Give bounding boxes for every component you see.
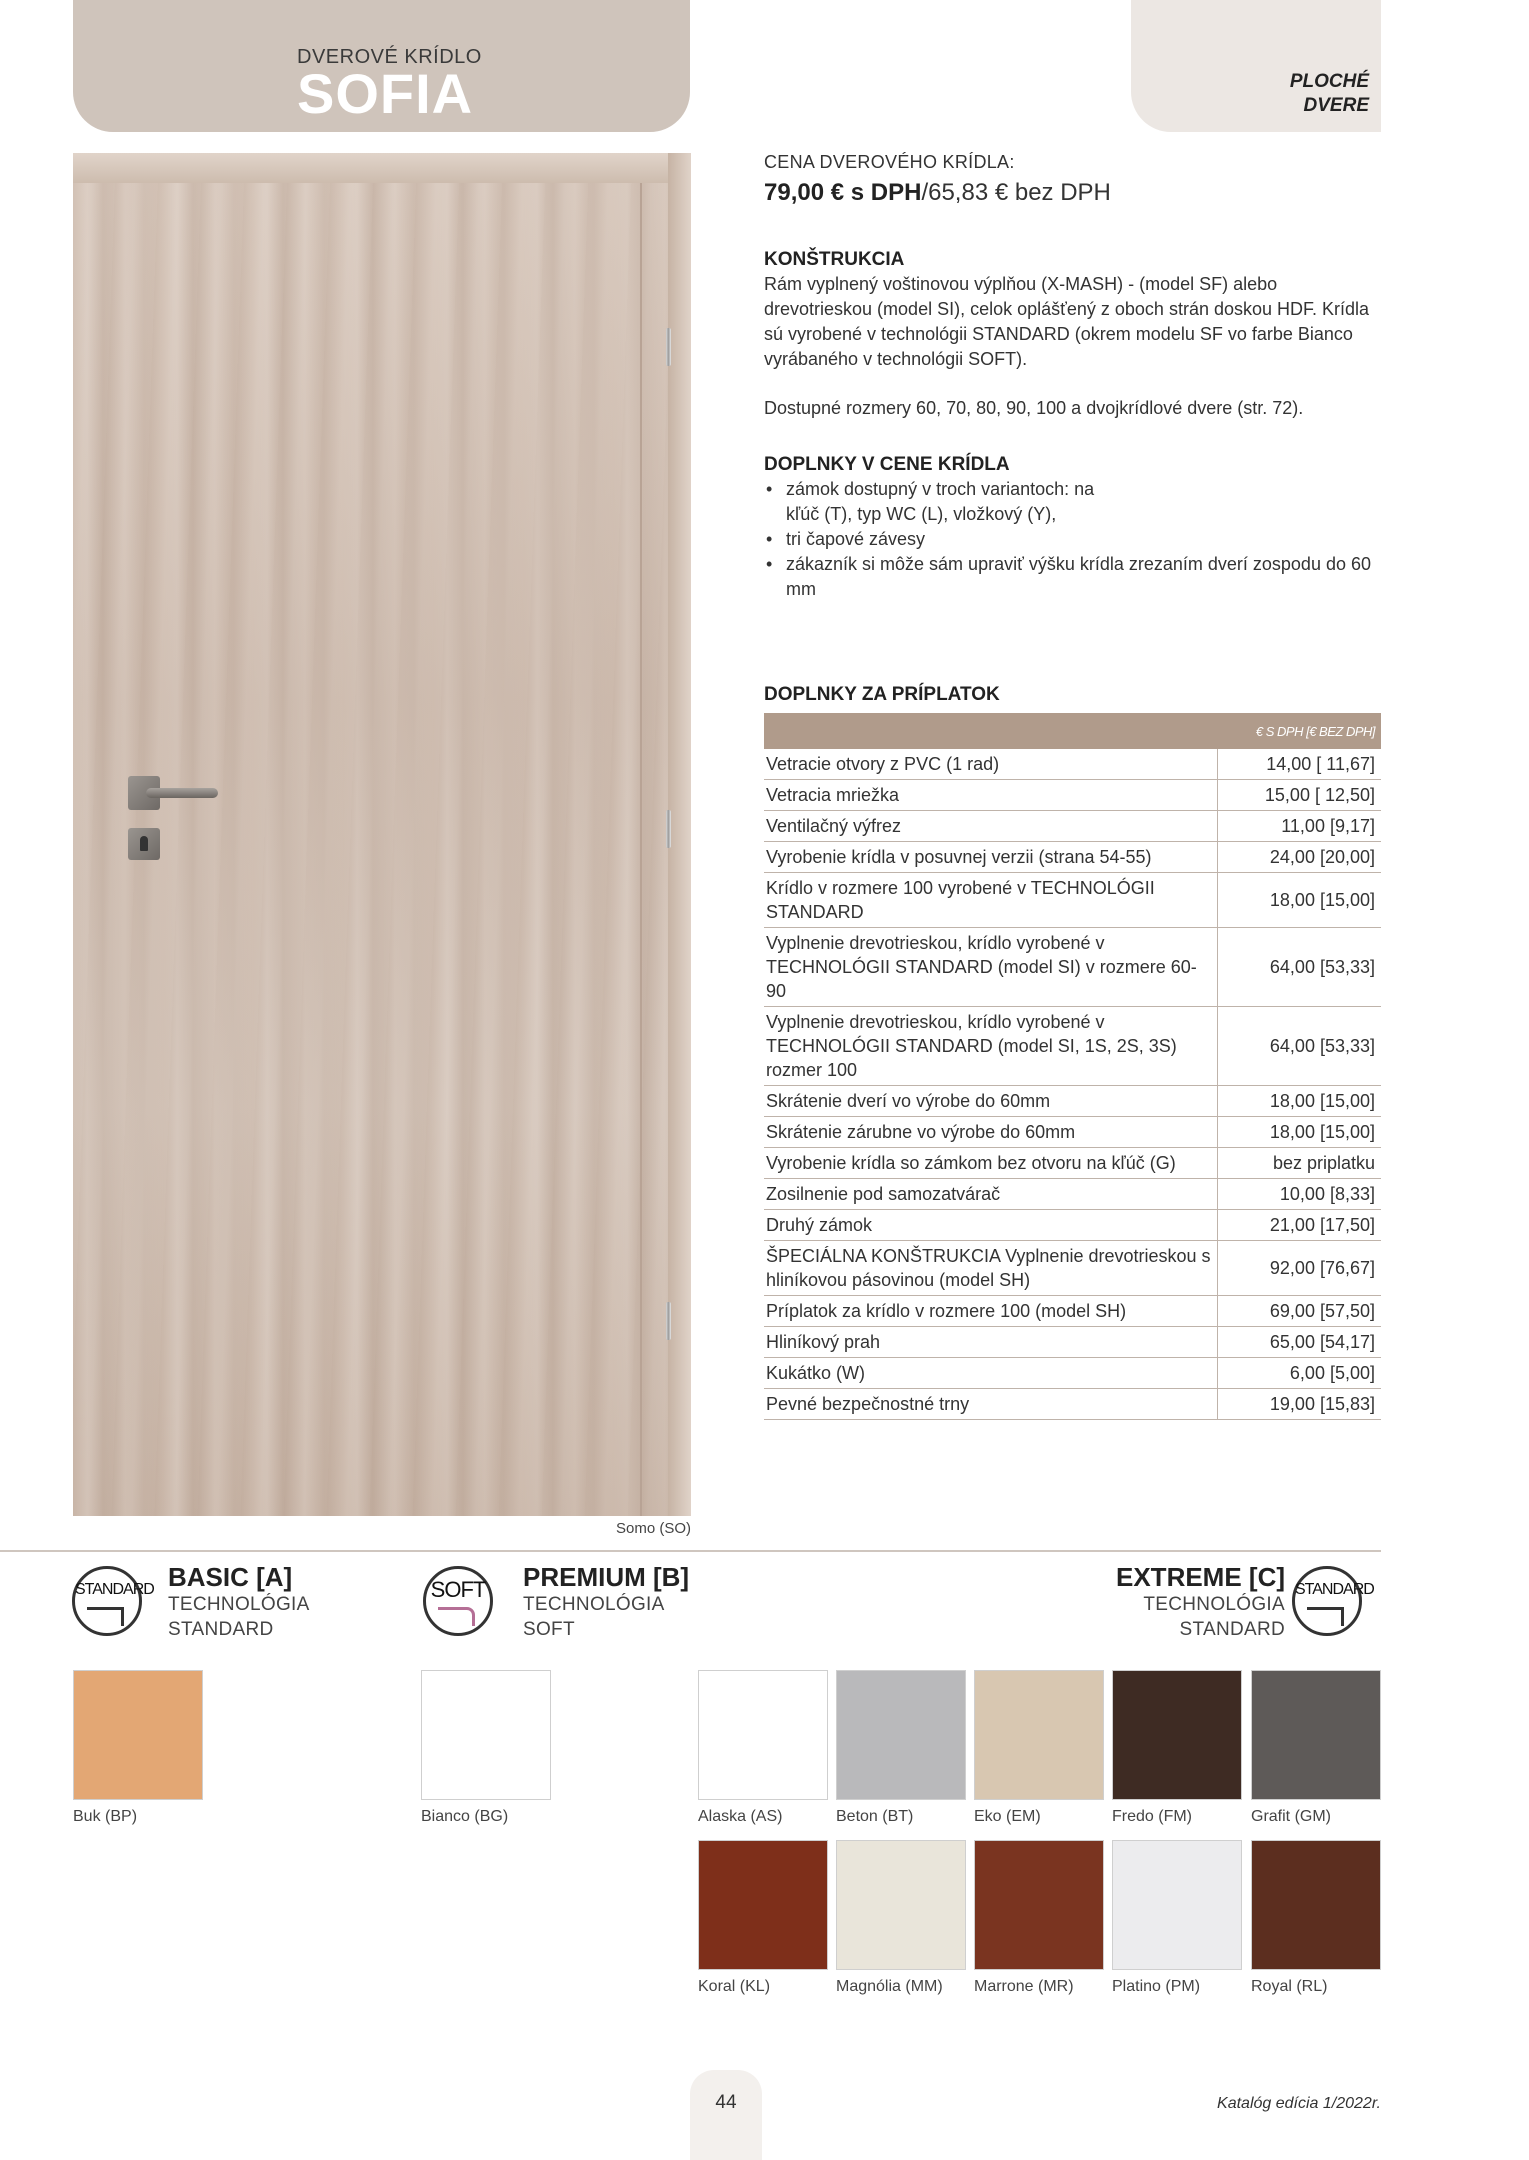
extra-name: Skrátenie dverí vo výrobe do 60mm [764, 1086, 1218, 1117]
standard-technology-badge-icon [72, 1566, 154, 1636]
table-row [764, 873, 1381, 928]
table-row [764, 1327, 1381, 1358]
color-swatch [73, 1670, 203, 1800]
header-subtitle: DVEROVÉ KRÍDLO [297, 46, 482, 68]
extra-name: Krídlo v rozmere 100 vyrobené v TECHNOLÓGII STANDARD [764, 873, 1218, 928]
extra-name: Vetracie otvory z PVC (1 rad) [764, 749, 1218, 780]
table-row [764, 1007, 1381, 1086]
extra-name: Vyplnenie drevotrieskou, krídlo vyrobené v TECHNOLÓGII STANDARD (model SI, 1S, 2S, 3S) rozmer 100 [764, 1007, 1218, 1086]
color-swatch [836, 1840, 966, 1970]
keyhole-icon [140, 836, 148, 851]
door-image [73, 153, 691, 1516]
extra-price: 65,00 [54,17] [1218, 1327, 1382, 1358]
extra-name: Vyrobenie krídla v posuvnej verzii (strana 54-55) [764, 842, 1218, 873]
extra-name: Vyrobenie krídla so zámkom bez otvoru na kľúč (G) [764, 1148, 1218, 1179]
door-type-line1: PLOCHÉ [1289, 71, 1369, 92]
table-row [764, 1086, 1381, 1117]
extra-name: Hliníkový prah [764, 1327, 1218, 1358]
tier-premium-line1: TECHNOLÓGIA [523, 1594, 665, 1615]
color-swatch [1112, 1840, 1242, 1970]
badge-label: SOFT [430, 1577, 486, 1602]
extra-price: 10,00 [8,33] [1218, 1179, 1382, 1210]
door-handle-icon [146, 788, 218, 798]
swatch-label: Platino (PM) [1112, 1978, 1201, 1995]
extra-name: Vyplnenie drevotrieskou, krídlo vyrobené v TECHNOLÓGII STANDARD (model SI) v rozmere 60-90 [764, 928, 1218, 1007]
swatch-label: Beton (BT) [836, 1808, 914, 1825]
included-heading: DOPLNKY V CENE KRÍDLA [764, 454, 1010, 475]
extra-price: 21,00 [17,50] [1218, 1210, 1382, 1241]
extra-name: Druhý zámok [764, 1210, 1218, 1241]
table-row [764, 1358, 1381, 1389]
table-row [764, 780, 1381, 811]
hinge-icon [666, 810, 671, 848]
table-row [764, 1296, 1381, 1327]
price-without-vat: /65,83 € bez DPH [921, 179, 1111, 206]
extra-price: 14,00 [ 11,67] [1218, 749, 1382, 780]
profile-step-icon [1307, 1607, 1344, 1626]
table-row [764, 811, 1381, 842]
profile-step-icon [87, 1607, 124, 1626]
swatch-label: Buk (BP) [73, 1808, 138, 1825]
page-number: 44 [715, 2092, 737, 2113]
color-swatch [698, 1670, 828, 1800]
tier-extreme [1116, 1562, 1285, 1642]
extra-price: 24,00 [20,00] [1218, 842, 1382, 873]
table-row [764, 1179, 1381, 1210]
extra-price: 69,00 [57,50] [1218, 1296, 1382, 1327]
extra-name: Pevné bezpečnostné trny [764, 1389, 1218, 1420]
color-swatch [836, 1670, 966, 1800]
table-row [764, 1389, 1381, 1420]
color-swatch [698, 1840, 828, 1970]
tier-premium [523, 1562, 689, 1642]
extras-heading: DOPLNKY ZA PRÍPLATOK [764, 684, 1000, 705]
color-swatch [1112, 1670, 1242, 1800]
extra-price: 64,00 [53,33] [1218, 928, 1382, 1007]
table-row [764, 842, 1381, 873]
tier-basic [168, 1562, 310, 1642]
swatch-label: Alaska (AS) [698, 1808, 783, 1825]
list-item: • tri čapové závesy [764, 527, 1384, 552]
extra-name: Ventilačný výfrez [764, 811, 1218, 842]
table-header-price: € S DPH [€ BEZ DPH] [1218, 713, 1382, 749]
price-label: CENA DVEROVÉHO KRÍDLA: [764, 152, 1015, 172]
swatch-label: Koral (KL) [698, 1978, 771, 1995]
swatch-label: Eko (EM) [974, 1808, 1041, 1825]
extras-table-body [764, 749, 1381, 1420]
table-row [764, 1148, 1381, 1179]
color-swatch [1251, 1840, 1381, 1970]
extra-price: 6,00 [5,00] [1218, 1358, 1382, 1389]
swatch-label: Fredo (FM) [1112, 1808, 1192, 1825]
soft-technology-badge-icon [423, 1566, 493, 1636]
tier-basic-line1: TECHNOLÓGIA [168, 1594, 310, 1615]
door-type-line2: DVERE [1303, 95, 1369, 116]
extra-name: Kukátko (W) [764, 1358, 1218, 1389]
included-list [764, 477, 1384, 602]
extra-price: 64,00 [53,33] [1218, 1007, 1382, 1086]
extra-price: 92,00 [76,67] [1218, 1241, 1382, 1296]
construction-heading: KONŠTRUKCIA [764, 249, 905, 270]
extra-name: Zosilnenie pod samozatvárač [764, 1179, 1218, 1210]
extra-price: 18,00 [15,00] [1218, 1117, 1382, 1148]
table-header-name [764, 713, 1218, 749]
page-number-tab [690, 2070, 762, 2160]
hinge-icon [666, 1302, 671, 1340]
swatch-label: Marrone (MR) [974, 1978, 1074, 1995]
included-item-text: • zámok dostupný v troch variantoch: na kľúč (T), typ WC (L), vložkový (Y), [786, 479, 1095, 524]
extra-price: 11,00 [9,17] [1218, 811, 1382, 842]
table-row [764, 1117, 1381, 1148]
swatch-label: Bianco (BG) [421, 1808, 509, 1825]
table-row [764, 1241, 1381, 1296]
section-divider [0, 1550, 1381, 1552]
page-title: SOFIA [297, 62, 474, 125]
standard-technology-badge-icon [1292, 1566, 1374, 1636]
badge-label: STANDARD [75, 1581, 154, 1598]
door-type-label [1290, 70, 1369, 118]
door-image-caption: Somo (SO) [615, 1520, 691, 1537]
tier-basic-title: BASIC [A] [168, 1562, 293, 1592]
extras-table [764, 713, 1381, 1420]
tier-premium-title: PREMIUM [B] [523, 1562, 690, 1592]
extra-name: Skrátenie zárubne vo výrobe do 60mm [764, 1117, 1218, 1148]
color-swatch [421, 1670, 551, 1800]
tier-extreme-line2: STANDARD [1179, 1619, 1285, 1640]
extra-price: 15,00 [ 12,50] [1218, 780, 1382, 811]
tier-extreme-title: EXTREME [C] [1116, 1562, 1285, 1592]
list-item [764, 477, 1384, 527]
hinge-icon [666, 328, 671, 366]
available-sizes-text: Dostupné rozmery 60, 70, 80, 90, 100 a dvojkrídlové dvere (str. 72). [764, 398, 1304, 418]
color-swatch [974, 1670, 1104, 1800]
profile-step-icon [438, 1607, 475, 1626]
swatch-label: Grafit (GM) [1251, 1808, 1331, 1825]
extra-price: 18,00 [15,00] [1218, 873, 1382, 928]
door-leaf-edge [640, 183, 642, 1516]
construction-text: Rám vyplnený voštinovou výplňou (X-MASH) - (model SF) alebo drevotrieskou (model SI), celok oplášťený z oboch strán doskou HDF. Krídla sú vyrobené v technológii STANDARD (okrem modelu SF vo farbe Bianco vyrábaného v technológii SOFT). [764, 274, 1370, 369]
catalog-edition: Katalóg edícia 1/2022r. [1217, 2095, 1381, 2112]
extra-price: bez priplatku [1218, 1148, 1382, 1179]
tier-premium-line2: SOFT [523, 1619, 575, 1640]
door-frame-right [668, 153, 691, 1516]
tier-basic-line2: STANDARD [168, 1619, 274, 1640]
door-frame-top [73, 153, 691, 183]
table-row [764, 749, 1381, 780]
list-item: • zákazník si môže sám upraviť výšku krídla zrezaním dverí zospodu do 60 mm [764, 552, 1384, 602]
table-header-row [764, 713, 1381, 749]
extra-name: ŠPECIÁLNA KONŠTRUKCIA Vyplnenie drevotrieskou s hliníkovou pásovinou (model SH) [764, 1241, 1218, 1296]
extra-name: Vetracia mriežka [764, 780, 1218, 811]
price-line [764, 177, 1384, 209]
extra-price: 18,00 [15,00] [1218, 1086, 1382, 1117]
price-with-vat: 79,00 € s DPH [764, 179, 922, 206]
color-swatch [974, 1840, 1104, 1970]
table-row [764, 1210, 1381, 1241]
extra-price: 19,00 [15,83] [1218, 1389, 1382, 1420]
badge-label: STANDARD [1295, 1581, 1374, 1598]
swatch-label: Magnólia (MM) [836, 1978, 943, 1995]
table-row [764, 928, 1381, 1007]
extra-name: Príplatok za krídlo v rozmere 100 (model SH) [764, 1296, 1218, 1327]
swatch-label: Royal (RL) [1251, 1978, 1328, 1995]
color-swatch [1251, 1670, 1381, 1800]
tier-extreme-line1: TECHNOLÓGIA [1143, 1594, 1285, 1615]
